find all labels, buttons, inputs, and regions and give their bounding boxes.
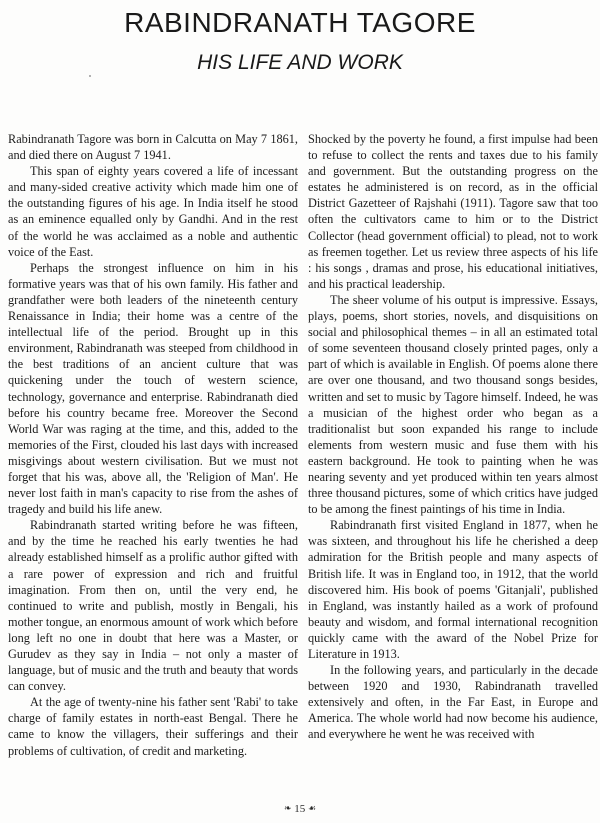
paragraph: The sheer volume of his output is impressive. Essays, plays, poems, short stories, novels, and disquisitions on social and philosophical themes – in all an estimated total of some seventeen thousand closely printed pages, only a part of which is available in English. Of poems alone there are over one thousand, and two thousand songs besides, written and set to music by Tagore himself. Indeed, he was a musician of the highest order who began as a traditionalist but soon expanded his range to include elements from western music and fuse them with his eastern background. He took to painting when he was nearing seventy and yet produced within ten years almost three thousand pictures, some of which critics have judged to be among the finest paintings of his time in India. [308, 292, 598, 517]
paragraph: Perhaps the strongest influence on him in his formative years was that of his own family. His father and grandfather were both leaders of the nineteenth century Renaissance in India; their home was a centre of the intellectual life of the period. Brought up in this environment, Rabindranath was steeped from childhood in the best traditions of an ancient culture that was quickening under the touch of western science, technology, governance and enterprise. Rabindranath died before his country became free. Moreover the Second World War was raging at the time, and this, added to the memories of the First, clouded his last days with increased misgivings about western civilisation. But we must not forget that his was, above all, the 'Religion of Man'. He never lost faith in man's capacity to rise from the ashes of tragedy and build his life anew. [8, 260, 298, 517]
paragraph: Shocked by the poverty he found, a first impulse had been to refuse to collect the rents and taxes due to his family and government. But the outstanding progress on the estates he administered is on record, as in the official District Gazetteer of Rajshahi (1911). Tagore saw that too often the cultivators came to him or to the District Collector (head government official) to plead, not to work as freemen together. Let us review three aspects of his life : his songs , dramas and prose, his educational initiatives, and his practical leadership. [308, 132, 598, 291]
page-title: RABINDRANATH TAGORE [124, 7, 476, 38]
paragraph: In the following years, and particularly in the decade between 1920 and 1930, Rabindranath travelled extensively and often, in the Far East, in Europe and America. The whole world had now become his audience, and everywhere he went he was received with [308, 663, 598, 742]
left-column [8, 131, 298, 759]
ornament-left-icon: ❧ [283, 803, 292, 813]
page-footer [0, 801, 600, 816]
paragraph: This span of eighty years covered a life of incessant and many-sided creative activity which made him one of the outstanding figures of his age. In India itself he stood as an eminence equalled only by Gandhi. And in the rest of the world he was acclaimed as a noble and authentic voice of the East. [8, 164, 298, 259]
right-column [308, 131, 598, 743]
print-speck [89, 75, 91, 77]
paragraph: Rabindranath started writing before he was fifteen, and by the time he reached his early twenties he had already established himself as a prolific author gifted with a rare power of expression and rich and fruitful imagination. From then on, until the very end, he continued to write and publish, mostly in Bengali, his mother tongue, an enormous amount of work which before long left no one in doubt that here was a Master, or Gurudev as they say in India – not only a master of language, but of music and the truth and beauty that words can convey. [8, 518, 298, 694]
ornament-right-icon: ☙ [307, 803, 317, 813]
page-subtitle: HIS LIFE AND WORK [197, 51, 403, 74]
paragraph: Rabindranath first visited England in 1877, when he was sixteen, and throughout his life he cherished a deep admiration for the British people and many aspects of British life. It was in England too, in 1912, that the world discovered him. His book of poems 'Gitanjali', published in England, was instantly hailed as a work of profound beauty and wisdom, and formal international recognition quickly came with the award of the Nobel Prize for Literature in 1913. [308, 518, 598, 661]
page-number: 15 [294, 803, 306, 815]
paragraph: At the age of twenty-nine his father sent 'Rabi' to take charge of family estates in north-east Bengal. There he came to know the villagers, their sufferings and their problems of cultivation, of credit and marketing. [8, 695, 298, 758]
paragraph: Rabindranath Tagore was born in Calcutta on May 7 1861, and died there on August 7 1941. [8, 132, 298, 163]
